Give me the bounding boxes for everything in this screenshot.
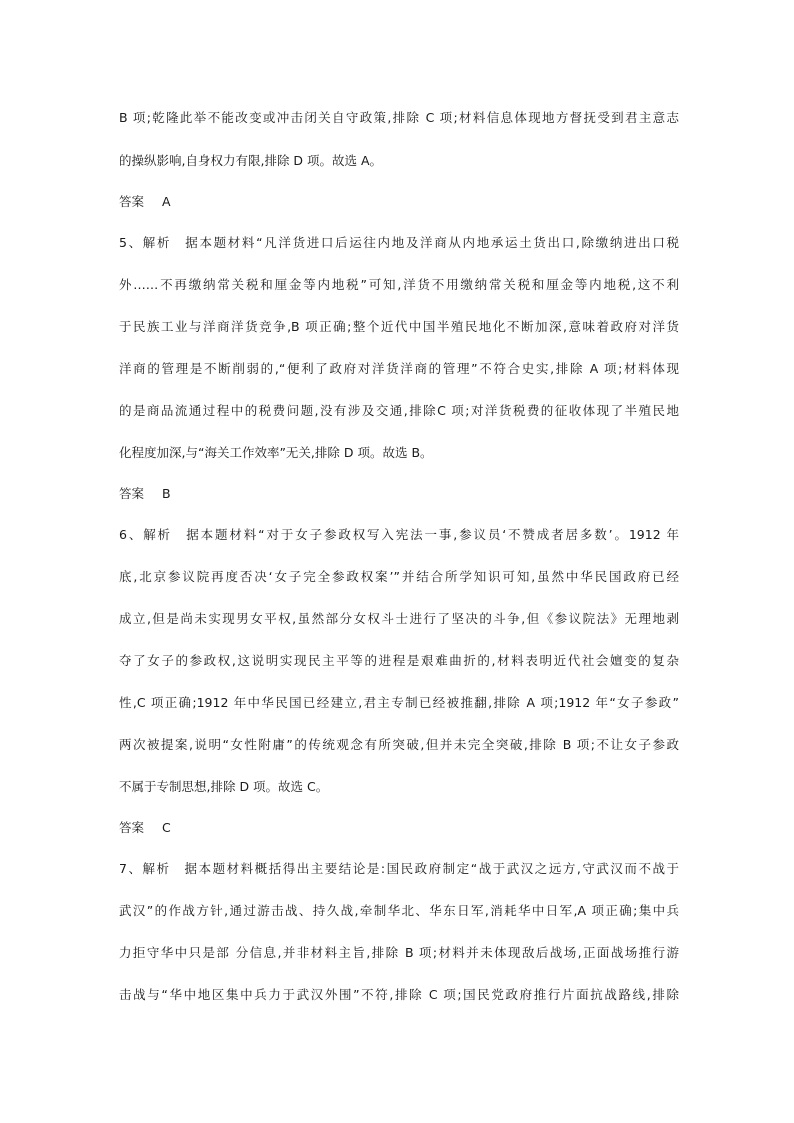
paragraph-line: 化程度加深,与“海关工作效率”无关,排除 D 项。故选 B。	[119, 445, 433, 460]
paragraph-line: 洋商的管理是不断削弱的,“便利了政府对洋货洋商的管理”不符合史实,排除 A 项;材料体现	[119, 361, 679, 376]
paragraph-line: 7、解析 据本题材料概括得出主要结论是:国民政府制定“战于武汉之远方,守武汉而不战于	[119, 861, 679, 876]
answer-line	[119, 194, 679, 210]
answer-label: 答案	[119, 194, 145, 209]
paragraph-line: 夺了女子的参政权,这说明实现民主平等的进程是艰难曲折的,材料表明近代社会嬗变的复杂	[119, 653, 679, 668]
answer-value: C	[162, 820, 171, 835]
paragraph-line: 武汉”的作战方针,通过游击战、持久战,牵制华北、华东日军,消耗华中日军,A 项正确;集中兵	[119, 903, 679, 918]
answer-label: 答案	[119, 820, 145, 835]
paragraph-line: 成立,但是尚未实现男女平权,虽然部分女权斗士进行了坚决的斗争,但《参议院法》无理地剥	[119, 611, 679, 626]
answer-value: A	[162, 194, 171, 209]
answer-value: B	[162, 486, 171, 501]
paragraph-line: 的操纵影响,自身权力有限,排除 D 项。故选 A。	[119, 153, 383, 168]
answer-label: 答案	[119, 486, 145, 501]
paragraph-line: 两次被提案,说明“女性附庸”的传统观念有所突破,但并未完全突破,排除 B 项;不让女子参政	[119, 737, 679, 752]
paragraph-line: 外……不再缴纳常关税和厘金等内地税”可知,洋货不用缴纳常关税和厘金等内地税,这不利	[119, 277, 679, 292]
paragraph-line: 于民族工业与洋商洋货竞争,B 项正确;整个近代中国半殖民地化不断加深,意味着政府对洋货	[119, 319, 679, 334]
answer-line	[119, 820, 679, 836]
answer-line	[119, 486, 679, 502]
paragraph-line: 的是商品流通过程中的税费问题,没有涉及交通,排除C 项;对洋货税费的征收体现了半殖民地	[119, 403, 679, 418]
paragraph-line: 力拒守华中只是部 分信息,并非材料主旨,排除 B 项;材料并未体现敌后战场,正面战场推行游	[119, 945, 679, 960]
paragraph-line: 性,C 项正确;1912 年中华民国已经建立,君主专制已经被推翻,排除 A 项;1912 年“女子参政”	[119, 695, 679, 710]
paragraph-line: 6、解析 据本题材料“对于女子参政权写入宪法一事,参议员‘不赞成者居多数’。1912 年	[119, 527, 679, 542]
paragraph-line: 击战与“华中地区集中兵力于武汉外围”不符,排除 C 项;国民党政府推行片面抗战路线,排除	[119, 987, 679, 1002]
paragraph-line: 不属于专制思想,排除 D 项。故选 C。	[119, 779, 329, 794]
paragraph-line: 底,北京参议院再度否决‘女子完全参政权案’”并结合所学知识可知,虽然中华民国政府已经	[119, 569, 679, 584]
paragraph-line: B 项;乾隆此举不能改变或冲击闭关自守政策,排除 C 项;材料信息体现地方督抚受到君主意志	[119, 110, 679, 125]
paragraph-line: 5、解析 据本题材料“凡洋货进口后运往内地及洋商从内地承运土货出口,除缴纳进出口税	[119, 235, 679, 250]
